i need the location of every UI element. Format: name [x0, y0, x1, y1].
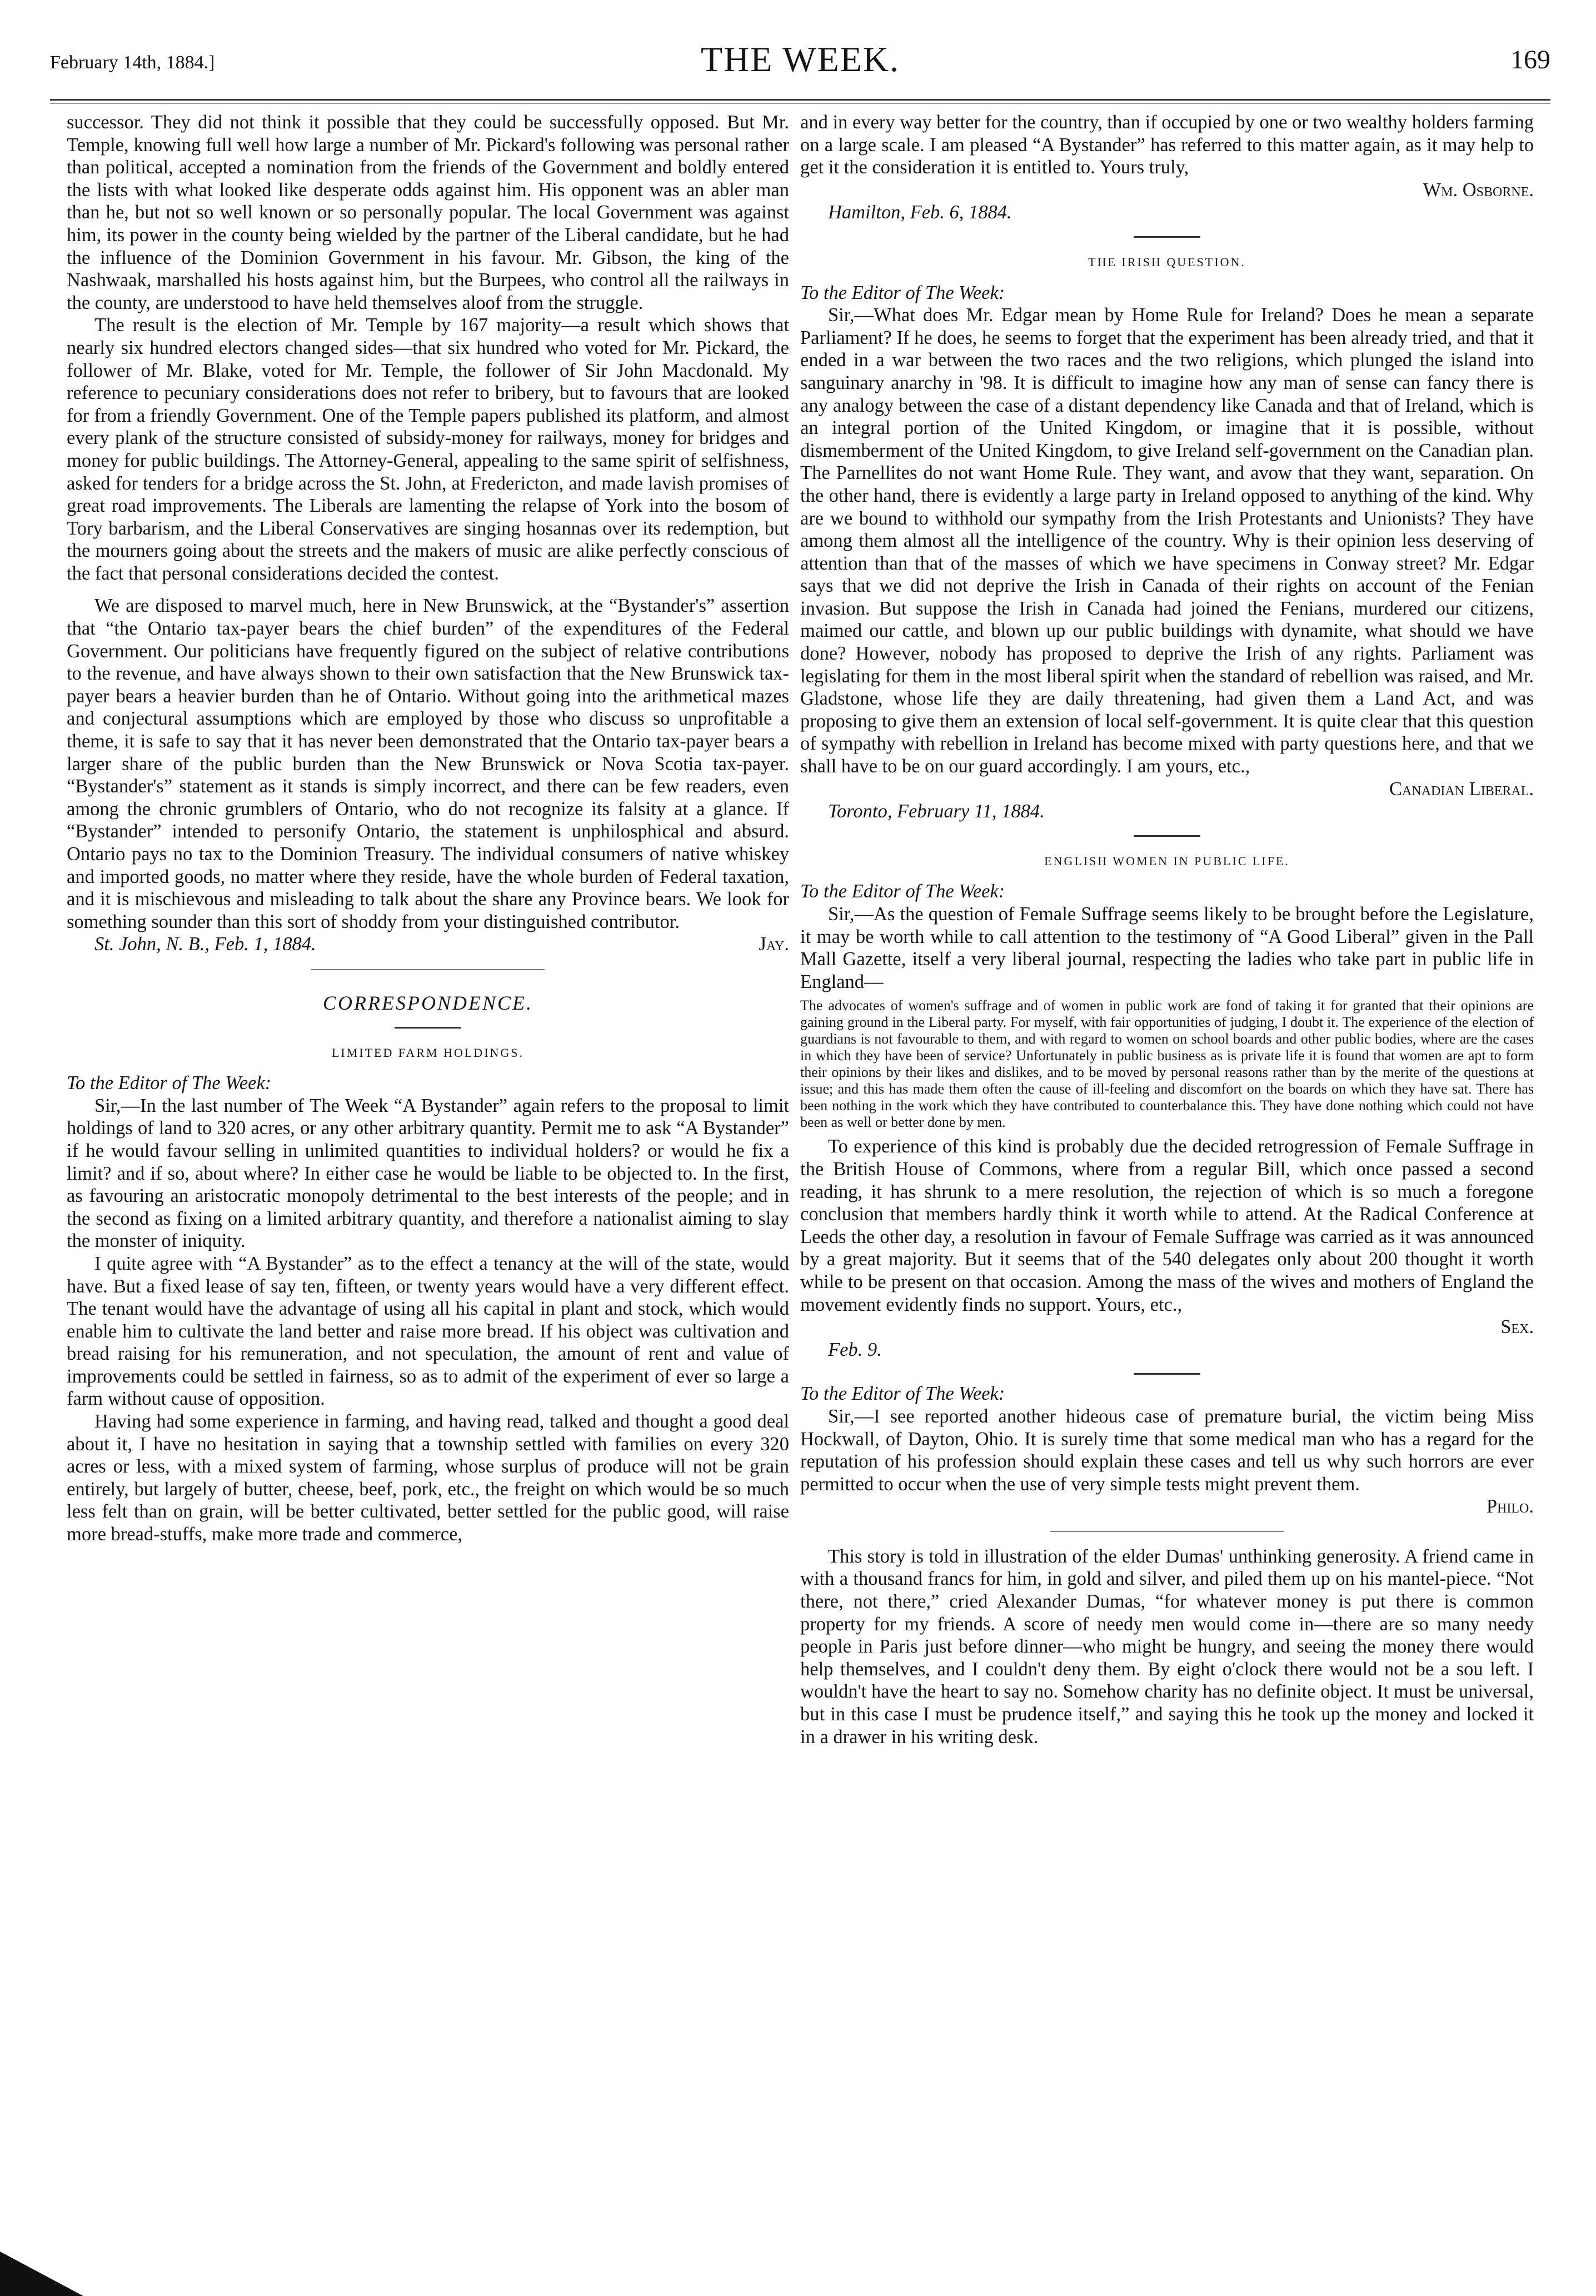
article-heading: THE IRISH QUESTION.: [1088, 254, 1246, 269]
salutation: To the Editor of The Week:: [800, 881, 1005, 902]
salutation: To the Editor of The Week:: [67, 1072, 272, 1094]
header-rule: [50, 99, 1550, 101]
author-signature: Jay.: [759, 934, 789, 955]
page-header: [50, 39, 1550, 94]
paragraph: Sir,—As the question of Female Suffrage seems likely to be brought before the Legislature, it may be worth while to call attention to the testimony of “A Good Liberal” given in the Pall Mall Gazette, itself a very liberal journal, respecting the ladies who take part in public life in England—: [800, 904, 1534, 992]
author-signature: Wm. Osborne.: [1423, 179, 1534, 201]
signature-line: [67, 933, 789, 956]
paragraph: I quite agree with “A Bystander” as to the effect a tenancy at the will of the state, would have. But a fixed lease of say ten, fifteen, or twenty years would have a very different effect. The tenant would have the advantage of using all his capital in plant and stock, which would enable him to cultivate the land better and raise more bread. If his object was cultivation and bread raising for his remuneration, and not speculation, the amount of rent and value of improvements could be settled in fairness, so as to admit of the experiment of ever so large a farm without cause of opposition.: [67, 1252, 789, 1410]
paragraph: and in every way better for the country, than if occupied by one or two wealthy holders farming on a large scale. I am pleased “A Bystander” has referred to this matter again, as it may help to get it the consideration it is entitled to. Yours truly,: [800, 112, 1534, 178]
masthead-title: THE WEEK.: [700, 39, 900, 79]
block-quote: The advocates of women's suffrage and of women in public work are fond of taking it for granted that their opinions are gaining ground in the Liberal party. For myself, with fair opportunities of judging, I doubt it. The experience of the election of guardians is not favourable to them, and with regard to women on school boards and other public bodies, where are the cases in which they have been of service? Unfortunately in public business as is private life it is found that women are apt to form their opinions by their likes and dislikes, and to be moved by personal reasons rather than by the merite of the questions at issue; and this has made them often the cause of ill-feeling and discomfort on the boards on which they have sat. There has been nothing in the work which they have contributed to counterbalance this. They have done nothing which could not have been as well or better done by men.: [800, 997, 1534, 1131]
paragraph: To experience of this kind is probably due the decided retrogression of Female Suffrage in the British House of Commons, where from a regular Bill, which once passed a second reading, it has shrunk to a mere resolution, the rejection of which is so much a foregone conclusion that members hardly think it worth while to attend. At the Radical Conference at Leeds the other day, a resolution in favour of Female Suffrage was carried as it was announced by a great majority. But it seems that of the 540 delegates only about 200 thought it worth while to be present on that occasion. Among the mass of the wives and mothers of England the movement evidently finds no support. Yours, etc.,: [800, 1136, 1534, 1315]
divider: [311, 969, 545, 970]
issue-date: February 14th, 1884.]: [50, 52, 215, 73]
author-signature: Philo.: [1486, 1496, 1534, 1518]
divider: [1134, 1373, 1200, 1375]
divider: [1050, 1531, 1284, 1532]
author-signature: Sex.: [1500, 1316, 1534, 1338]
paragraph: We are disposed to marvel much, here in New Brunswick, at the “Bystander's” assertion that “the Ontario tax-payer bears the chief burden” of the expenditures of the Federal Government. Our politicians have frequently figured on the subject of relative contributions to the revenue, and have always shown to their own satisfaction that the New Brunswick tax-payer bears a heavier burden than he of Ontario. Without going into the arithmetical mazes and conjectural assumptions which are employed by those who discuss so unprofitable a theme, it is safe to say that it has never been demonstrated that the Ontario tax-payer bears a larger share of the public burden than the New Brunswick or Nova Scotia tax-payer. “Bystander's” statement as it stands is simply incorrect, and there can be few readers, even among the chronic grumblers of Ontario, who do not recognize its falsity at a glance. If “Bystander” intended to personify Ontario, the statement is unphilosphical and absurd. Ontario pays no tax to the Dominion Treasury. The individual consumers of native whiskey and imported goods, no matter where they reside, have the whole burden of Federal taxation, and it is mischievous and misleading to talk about the share any Province bears. We look for something sounder than this sort of shoddy from your distinguished contributor.: [67, 595, 789, 932]
paragraph: Sir,—In the last number of The Week “A Bystander” again refers to the proposal to limit holdings of land to 320 acres, or any other arbitrary quantity. Permit me to ask “A Bystander” if he would favour selling in unlimited quantities to individual holders? or would he fix a limit? and if so, about where? In either case he would be liable to be objected to. In the first, as favouring an aristocratic monopoly detrimental to the best interests of the people; and in the second as fixing on a limited arbitrary quantity, and therefore a nationalist aiming to slay the monster of iniquity.: [67, 1095, 789, 1252]
paragraph: This story is told in illustration of the elder Dumas' unthinking generosity. A friend came in with a thousand francs for him, in gold and silver, and piled them up on his mantel-piece. “Not there, not there,” cried Alexander Dumas, “for whatever money is put there is common property for my friends. A score of needy men would come in—there are so many needy people in Paris just before dinner—who might be hungry, and seeing the money there would help themselves, and I couldn't deny them. By eight o'clock there would not be a sou left. I wouldn't have the heart to say no. Somehow charity has no definite object. It must be universal, but in this case I must be prudence itself,” and saying this he took up the money and locked it in a drawer in his writing desk.: [800, 1545, 1534, 1748]
dateline: St. John, N. B., Feb. 1, 1884.: [94, 934, 316, 955]
article-heading: LIMITED FARM HOLDINGS.: [331, 1045, 525, 1060]
divider: [395, 1027, 461, 1029]
right-column: [800, 111, 1534, 1748]
header-rule-thin: [50, 103, 1550, 104]
dateline: Feb. 9.: [828, 1339, 882, 1360]
dateline: Toronto, February 11, 1884.: [828, 801, 1045, 822]
salutation: To the Editor of The Week:: [800, 282, 1005, 303]
article-heading: ENGLISH WOMEN IN PUBLIC LIFE.: [1044, 853, 1290, 868]
page-corner-shadow: [0, 2252, 83, 2296]
paragraph: Having had some experience in farming, and having read, talked and thought a good deal about it, I have no hesitation in saying that a township settled with families on every 320 acres or less, with a mixed system of farming, whose surplus of produce will not be grain entirely, but largely of butter, cheese, beef, pork, etc., the freight on which would be so much less felt than on grain, will be better cultivated, better settled for the public good, will raise more bread-stuffs, make more trade and commerce,: [67, 1411, 789, 1545]
paragraph: The result is the election of Mr. Temple by 167 majority—a result which shows that nearly six hundred electors changed sides—that six hundred who voted for Mr. Pickard, the follower of Mr. Blake, voted for Mr. Temple, the follower of Sir John Macdonald. My reference to pecuniary considerations does not refer to bribery, but to favours that are looked for from a friendly Government. One of the Temple papers published its platform, and almost every plank of the structure consisted of subsidy-money for railways, money for bridges and money for public buildings. The Attorney-General, appealing to the same spirit of selfishness, asked for tenders for a bridge across the St. John, at Fredericton, and made lavish promises of great road improvements. The Liberals are lamenting the relapse of York into the bosom of Tory barbarism, and the Liberal Conservatives are singing hosannas over its redemption, but the mourners going about the streets and the makers of music are alike perfectly conscious of the fact that personal considerations decided the contest.: [67, 315, 789, 584]
left-column: [67, 111, 789, 1546]
page-number: 169: [1510, 45, 1550, 74]
dateline: Hamilton, Feb. 6, 1884.: [828, 202, 1012, 223]
section-title: CORRESPONDENCE.: [323, 991, 533, 1014]
divider: [1134, 236, 1200, 238]
salutation: To the Editor of The Week:: [800, 1383, 1005, 1405]
paragraph: Sir,—I see reported another hideous case of premature burial, the victim being Miss Hockwall, of Dayton, Ohio. It is surely time that some medical man who has a regard for the reputation of his profession should explain these cases and tell us why such horrors are ever permitted to occur when the use of very simple tests might prevent them.: [800, 1405, 1534, 1495]
divider: [1134, 835, 1200, 837]
author-signature: Canadian Liberal.: [1389, 778, 1534, 800]
paragraph: successor. They did not think it possible that they could be successfully opposed. But Mr. Temple, knowing full well how large a number of Mr. Pickard's following was personal rather than political, accepted a nomination from the friends of the Government and boldly entered the lists with what looked like desperate odds against him. His opponent was an abler man than he, but not so well known or so personally popular. The local Government was against him, its power in the county being wielded by the partner of the Liberal candidate, but he had the influence of the Dominion Government in his favour. Mr. Gibson, the king of the Nashwaak, marshalled his hosts against him, but the Burpees, who control all the railways in the county, are understood to have held themselves aloof from the struggle.: [67, 112, 789, 313]
paragraph: Sir,—What does Mr. Edgar mean by Home Rule for Ireland? Does he mean a separate Parliament? If he does, he seems to forget that the experiment has been already tried, and that it ended in a war between the two races and the two religions, which plunged the island into sanguinary anarchy in '98. It is difficult to imagine how any man of sense can fancy there is any analogy between the case of a distant dependency like Canada and that of Ireland, which is an integral portion of the United Kingdom, or imagine that it is possible, without dismemberment of the United Kingdom, to give Ireland self-government on the Canadian plan. The Parnellites do not want Home Rule. They want, and avow that they want, separation. On the other hand, there is evidently a large party in Ireland opposed to anything of the kind. Why are we bound to withhold our sympathy from the Irish Protestants and Unionists? They have among them almost all the intelligence of the country. Why is their opinion less deserving of attention than that of the masses of which we have specimens in Conway street? Mr. Edgar says that we did not deprive the Irish in Canada of their rights on account of the Fenian invasion. But suppose the Irish in Canada had joined the Fenians, murdered our citizens, maimed our cattle, and blown up our public buildings with dynamite, what should we have done? However, nobody has proposed to deprive the Irish of any rights. Parliament was legislating for them in the most liberal spirit when the standard of rebellion was raised, and Mr. Gladstone, whose life they are daily threatening, had given them a Land Act, and was proposing to give them an extension of local self-government. It is quite clear that this question of sympathy with rebellion in Ireland has become mixed with party questions here, and that we shall have to be on our guard accordingly. I am yours, etc.,: [800, 305, 1534, 777]
